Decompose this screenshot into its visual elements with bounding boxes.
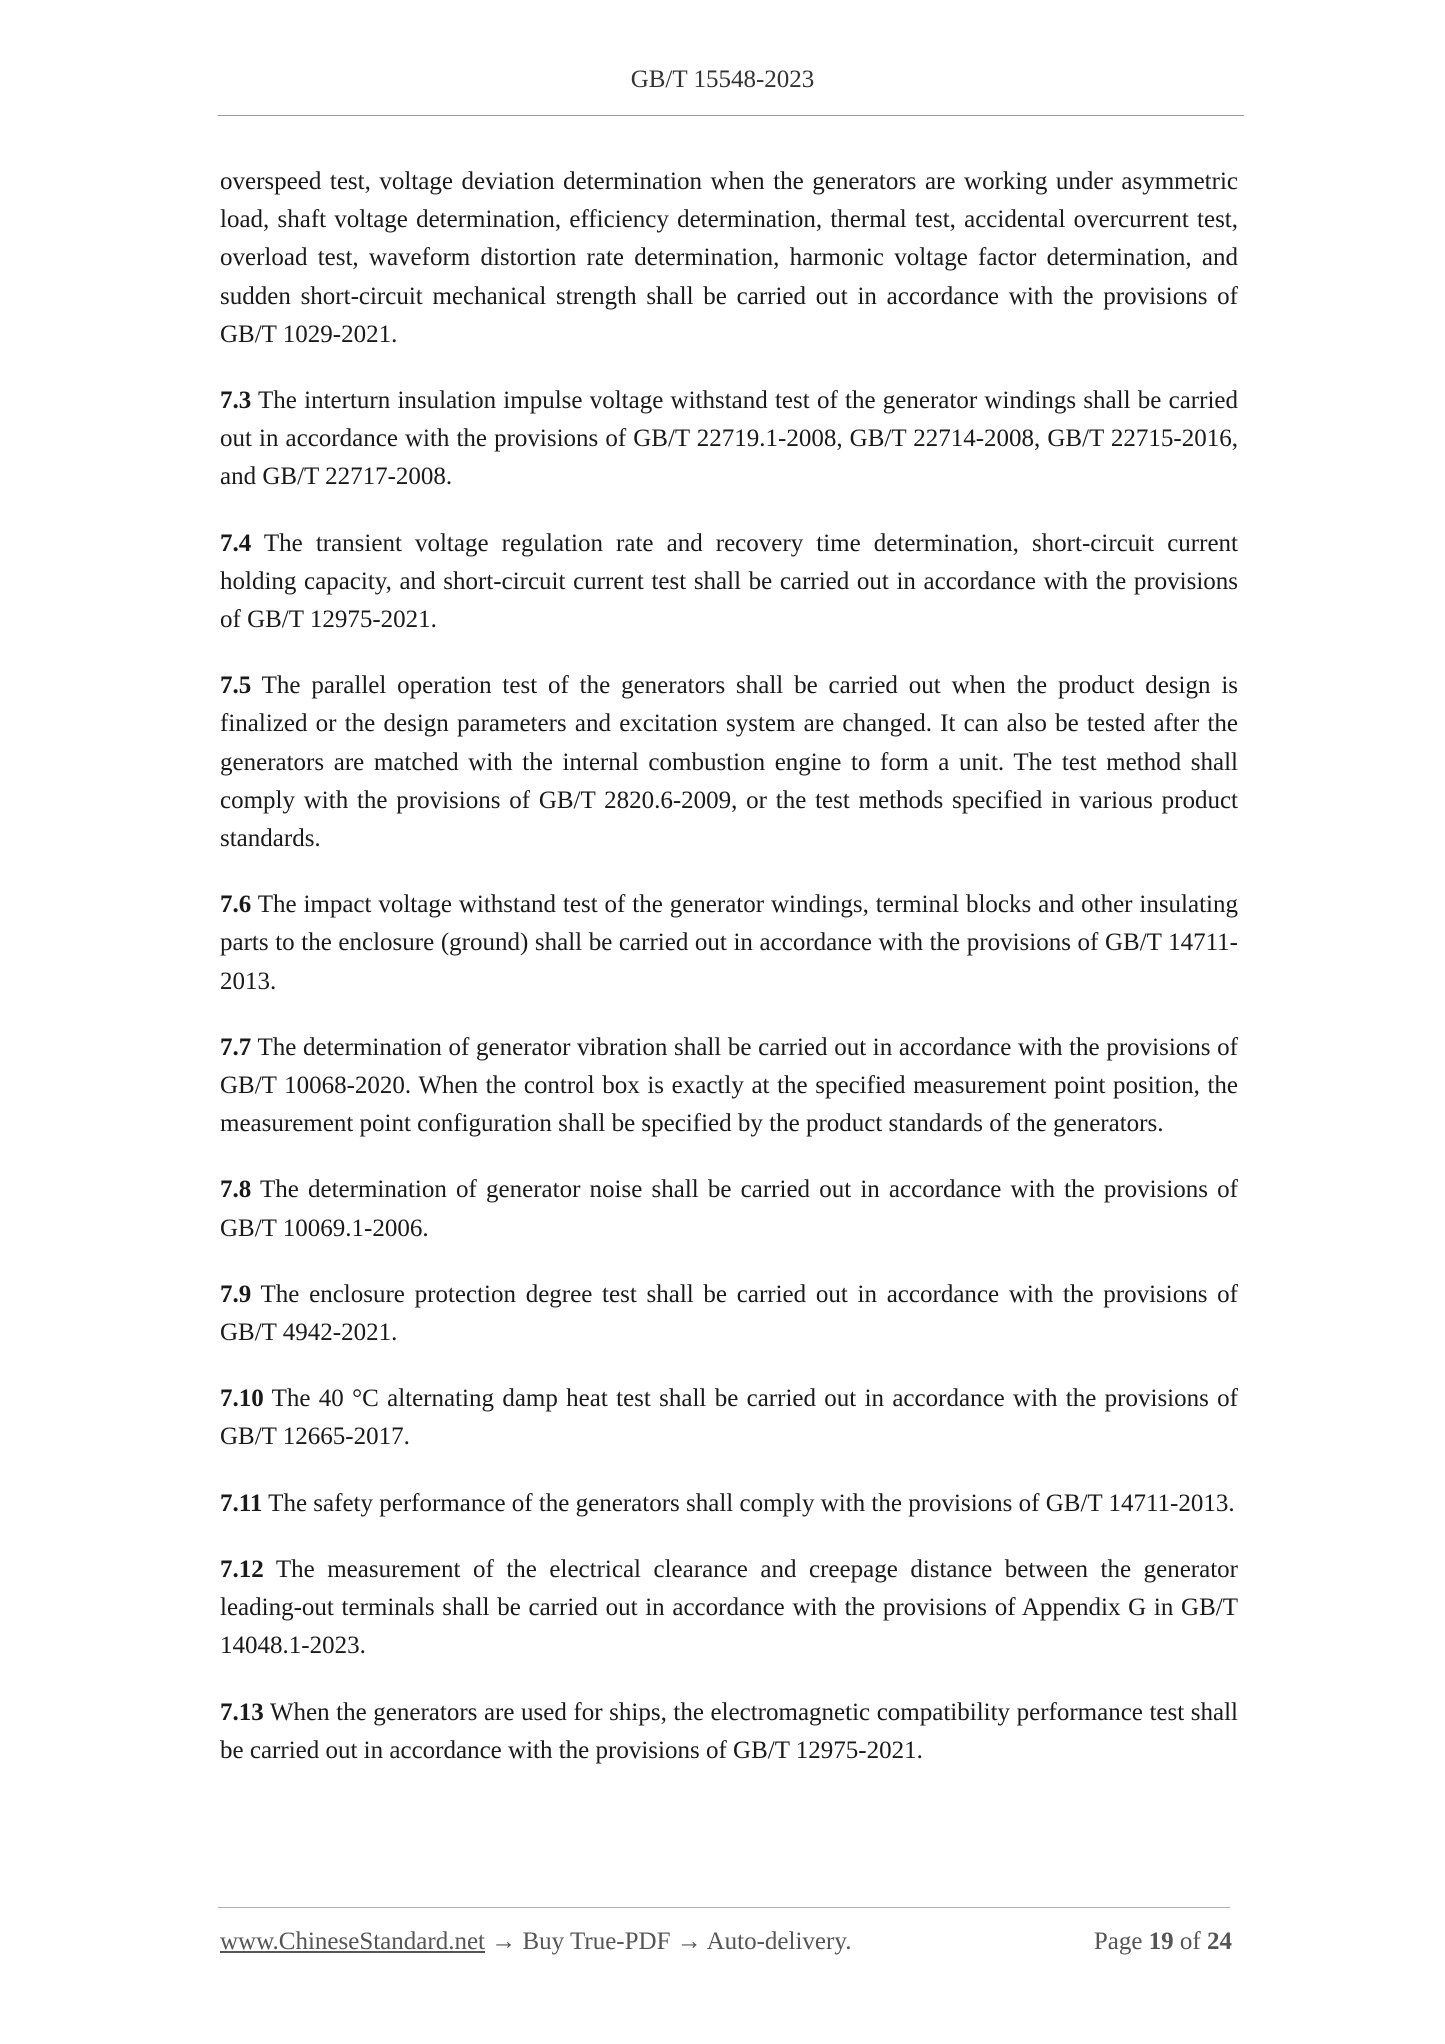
clause-number: 7.10 [220,1385,264,1413]
paragraph-continued [220,163,1238,354]
clause-7-4 [220,525,1238,640]
clause-text: The impact voltage withstand test of the generator windings, terminal blocks and other insulating parts to the enclosure (ground) shall be carried out in accordance with the provisions of GB/T 14711-2013. [220,891,1238,995]
clause-number: 7.11 [220,1489,263,1517]
clause-7-13 [220,1694,1238,1770]
website-link[interactable]: www.ChineseStandard.net [220,1928,485,1955]
buy-pdf-text: Buy True-PDF [522,1928,671,1955]
clause-text: The measurement of the electrical clearance and creepage distance between the generator leading-out terminals shall be carried out in accordance with the provisions of Appendix G in GB/T 14048.1-2023. [220,1555,1238,1660]
clause-text: The parallel operation test of the generators shall be carried out when the product design is finalized or the design parameters and excitation system are changed. It can also be tested after the generators are matched with the internal combustion engine to form a unit. The test method shall comply with the provisions of GB/T 2820.6-2009, or the test methods specified in various product standards. [220,672,1238,853]
arrow-right-icon: → [670,1928,707,1955]
paragraph-text: overspeed test, voltage deviation determination when the generators are working under asymmetric load, shaft voltage determination, efficiency determination, thermal test, accidental overcurrent test, overload test, waveform distortion rate determination, harmonic voltage factor determination, and sudden short-circuit mechanical strength shall be carried out in accordance with the provisions of GB/T 1029-2021. [220,168,1238,348]
clause-text: The safety performance of the generators shall comply with the provisions of GB/T 14711-2013. [262,1489,1235,1517]
clause-text: The enclosure protection degree test shall be carried out in accordance with the provisions of GB/T 4942-2021. [220,1280,1238,1347]
footer-divider [218,1907,1230,1908]
current-page-number: 19 [1148,1928,1174,1955]
document-body [220,163,1238,1798]
clause-number: 7.13 [220,1698,264,1726]
clause-7-11 [220,1485,1238,1523]
clause-number: 7.7 [220,1033,252,1061]
page-label: Page [1093,1928,1149,1955]
clause-number: 7.5 [220,672,252,700]
clause-7-3 [220,382,1238,497]
clause-7-12 [220,1551,1238,1666]
total-pages-number: 24 [1207,1928,1232,1955]
clause-number: 7.3 [220,387,252,415]
clause-text: The transient voltage regulation rate and recovery time determination, short-circuit current holding capacity, and short-circuit current test shall be carried out in accordance with the provisions of GB/T 12975-2021. [220,529,1238,634]
document-code: GB/T 15548-2023 [630,66,815,93]
clause-7-5 [220,667,1238,858]
clause-7-6 [220,886,1238,1001]
of-label: of [1173,1928,1207,1955]
header-divider [218,115,1244,116]
arrow-right-icon: → [485,1928,523,1955]
clause-number: 7.12 [220,1555,264,1583]
clause-7-8 [220,1171,1238,1247]
page-footer [220,1928,1232,1964]
clause-number: 7.9 [220,1280,252,1308]
clause-text: The determination of generator vibration shall be carried out in accordance with the provisions of GB/T 10068-2020. When the control box is exactly at the specified measurement point position, the measurement point configuration shall be specified by the product standards of the generators. [220,1033,1238,1138]
clause-number: 7.4 [220,529,252,557]
clause-text: The 40 °C alternating damp heat test shall be carried out in accordance with the provisions of GB/T 12665-2017. [220,1385,1238,1451]
clause-text: When the generators are used for ships, the electromagnetic compatibility performance test shall be carried out in accordance with the provisions of GB/T 12975-2021. [220,1698,1238,1764]
clause-text: The interturn insulation impulse voltage withstand test of the generator windings shall be carried out in accordance with the provisions of GB/T 22719.1-2008, GB/T 22714-2008, GB/T 22715-2016, and GB/T 22717-2008. [220,387,1238,491]
auto-delivery-text: Auto-delivery. [706,1928,852,1955]
clause-text: The determination of generator noise shall be carried out in accordance with the provisions of GB/T 10069.1-2006. [220,1176,1238,1242]
page-indicator [1094,1928,1232,1956]
clause-number: 7.8 [220,1176,252,1204]
clause-7-10 [220,1380,1238,1456]
clause-number: 7.6 [220,891,252,919]
footer-promo [220,1928,851,1956]
clause-7-7 [220,1029,1238,1144]
clause-7-9 [220,1276,1238,1352]
